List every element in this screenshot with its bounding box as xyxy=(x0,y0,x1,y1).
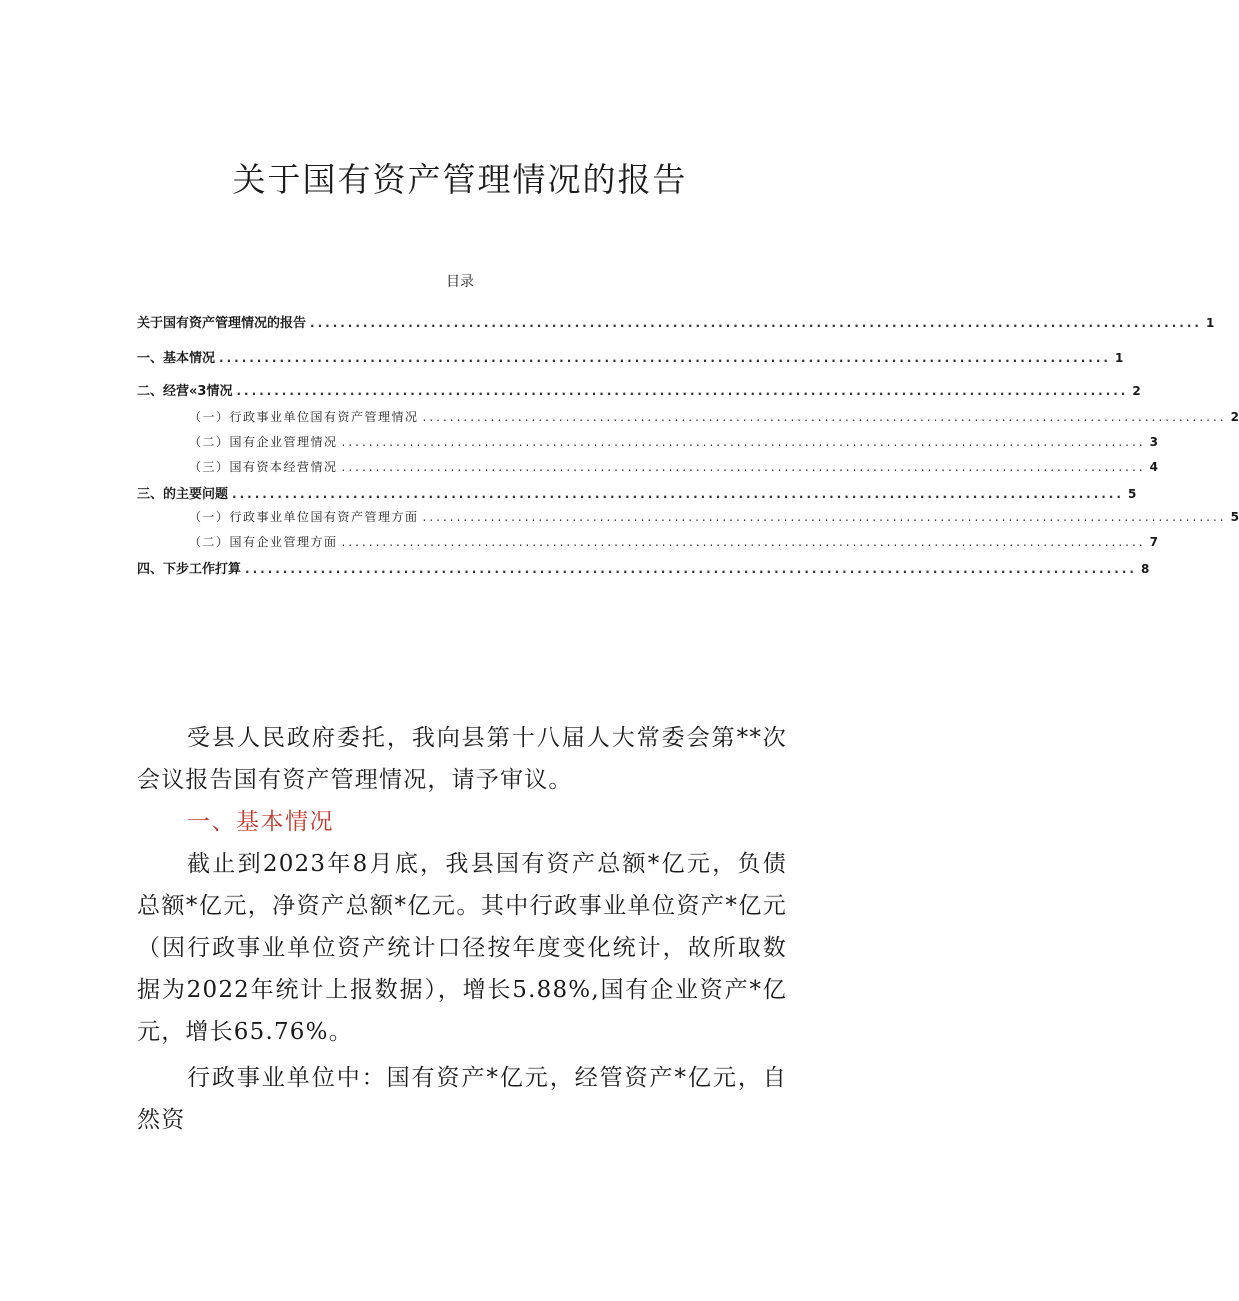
toc-entry[interactable] xyxy=(137,483,1137,508)
toc-entry[interactable] xyxy=(137,433,1158,458)
toc-leader-dots: ...................................................................................................................... xyxy=(422,410,1227,424)
toc-entry[interactable] xyxy=(137,408,1239,433)
toc-leader-dots: ...................................................................................................................... xyxy=(341,535,1146,549)
toc-entry-label: 三、的主要问题 xyxy=(137,487,229,502)
basic-info-paragraph: 截止到2023年8月底，我县国有资产总额*亿元，负债总额*亿元，净资产总额*亿元。其中行政事业单位资产*亿元（因行政事业单位资产统计口径按年度变化统计，故所取数据为2022年统计上报数据），增长5.88%,国有企业资产*亿元，增长65.76%。 xyxy=(137,851,787,1045)
toc-entry-page: 2 xyxy=(1230,410,1239,424)
toc-leader-dots: ...................................................................................................................... xyxy=(310,316,1202,330)
toc-heading: 目录 xyxy=(446,274,474,290)
admin-units-paragraph: 行政事业单位中：国有资产*亿元，经管资产*亿元，自然资 xyxy=(137,1065,787,1133)
table-of-contents xyxy=(137,312,1239,583)
toc-entry-page: 1 xyxy=(1114,351,1124,365)
toc-entry-label: 四、下步工作打算 xyxy=(137,562,242,577)
toc-entry-page: 5 xyxy=(1127,487,1137,501)
toc-entry-label: （一）行政事业单位国有资产管理情况 xyxy=(189,410,419,424)
toc-entry-page: 1 xyxy=(1205,316,1215,330)
toc-entry[interactable] xyxy=(137,458,1158,483)
section-heading-basic: 一、基本情况 xyxy=(187,809,334,835)
toc-entry-page: 3 xyxy=(1149,435,1158,449)
toc-entry-label: （二）国有企业管理情况 xyxy=(189,435,338,449)
toc-leader-dots: ...................................................................................................................... xyxy=(232,487,1124,501)
toc-entry-label: 一、基本情况 xyxy=(137,351,216,366)
toc-entry-label: （一）行政事业单位国有资产管理方面 xyxy=(189,510,419,524)
toc-leader-dots: ...................................................................................................................... xyxy=(341,435,1146,449)
toc-entry-page: 7 xyxy=(1149,535,1158,549)
intro-paragraph: 受县人民政府委托，我向县第十八届人大常委会第**次会议报告国有资产管理情况，请予审议。 xyxy=(137,725,787,793)
toc-entry-label: （二）国有企业管理方面 xyxy=(189,535,338,549)
toc-entry[interactable] xyxy=(137,508,1239,533)
toc-entry-page: 5 xyxy=(1230,510,1239,524)
toc-entry-label: 关于国有资产管理情况的报告 xyxy=(137,316,307,331)
toc-entry-page: 8 xyxy=(1140,562,1150,576)
toc-leader-dots: ...................................................................................................................... xyxy=(236,384,1129,398)
toc-entry-label: （三）国有资本经营情况 xyxy=(189,460,338,474)
document-title: 关于国有资产管理情况的报告 xyxy=(232,160,688,200)
toc-entry[interactable] xyxy=(137,380,1141,408)
toc-leader-dots: ...................................................................................................................... xyxy=(422,510,1227,524)
toc-leader-dots: ...................................................................................................................... xyxy=(219,351,1111,365)
toc-leader-dots: ...................................................................................................................... xyxy=(245,562,1137,576)
toc-entry-page: 4 xyxy=(1149,460,1158,474)
toc-entry-page: 2 xyxy=(1132,384,1141,398)
toc-entry[interactable] xyxy=(137,533,1158,558)
toc-entry[interactable] xyxy=(137,558,1150,583)
toc-leader-dots: ...................................................................................................................... xyxy=(341,460,1146,474)
report-body xyxy=(137,717,787,1141)
toc-entry[interactable] xyxy=(137,312,1215,347)
toc-entry-label: 二、经营«3情况 xyxy=(137,384,233,399)
toc-entry[interactable] xyxy=(137,347,1124,380)
